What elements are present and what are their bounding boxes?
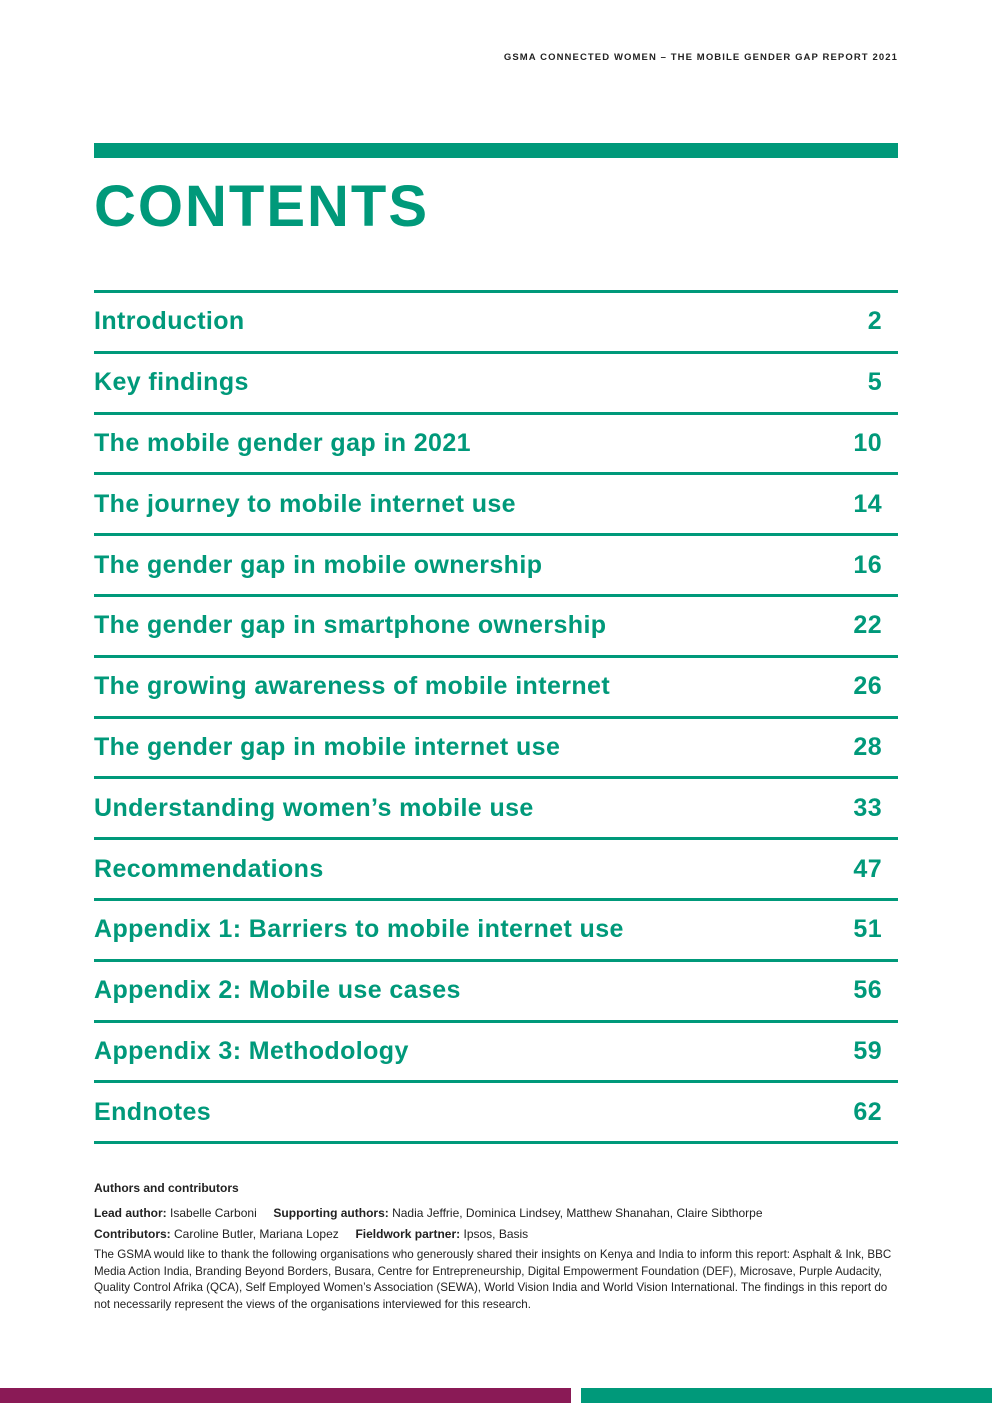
toc-item-label: The mobile gender gap in 2021: [94, 428, 471, 457]
toc-item-page: 62: [853, 1097, 882, 1126]
toc-item-page: 51: [853, 915, 882, 944]
supporting-authors-key: Supporting authors:: [273, 1206, 389, 1220]
toc-item-awareness-mobile-internet[interactable]: [94, 658, 898, 719]
toc-item-label: The journey to mobile internet use: [94, 489, 516, 518]
toc-item-page: 47: [853, 854, 882, 883]
toc-item-label: The gender gap in mobile internet use: [94, 732, 561, 761]
toc-item-gap-mobile-internet-use[interactable]: [94, 719, 898, 780]
toc-item-label: Appendix 1: Barriers to mobile internet use: [94, 915, 624, 944]
toc-item-gap-mobile-ownership[interactable]: [94, 536, 898, 597]
toc-item-endnotes[interactable]: [94, 1083, 898, 1144]
toc-item-label: The gender gap in mobile ownership: [94, 550, 543, 579]
toc-item-page: 5: [867, 368, 882, 397]
toc-item-journey-to-mobile-internet[interactable]: [94, 475, 898, 536]
toc-item-appendix-2[interactable]: [94, 962, 898, 1023]
running-header: GSMA CONNECTED WOMEN – THE MOBILE GENDER GAP REPORT 2021: [503, 52, 898, 63]
footer-bar-right: [581, 1388, 992, 1403]
toc-item-mobile-gender-gap-2021[interactable]: [94, 415, 898, 476]
toc-item-appendix-3[interactable]: [94, 1023, 898, 1084]
toc-item-label: Understanding women’s mobile use: [94, 793, 534, 822]
toc-item-page: 16: [853, 550, 882, 579]
page-title: CONTENTS: [94, 174, 429, 239]
toc-item-label: Appendix 2: Mobile use cases: [94, 976, 461, 1005]
lead-author-key: Lead author:: [94, 1206, 167, 1220]
toc-item-page: 59: [853, 1036, 882, 1065]
credits-contributors-line: [94, 1226, 894, 1243]
toc-item-label: Recommendations: [94, 854, 324, 883]
title-rule: [94, 143, 898, 158]
supporting-authors-value: Nadia Jeffrie, Dominica Lindsey, Matthew Shanahan, Claire Sibthorpe: [392, 1206, 763, 1220]
toc-item-page: 10: [853, 428, 882, 457]
toc-item-label: The gender gap in smartphone ownership: [94, 611, 607, 640]
lead-author-value: Isabelle Carboni: [170, 1206, 257, 1220]
credits-section: [94, 1180, 894, 1313]
toc-item-page: 22: [853, 611, 882, 640]
acknowledgements-text: The GSMA would like to thank the following organisations who generously shared their insights on Kenya and India to inform this report: Asphalt & Ink, BBC Media Action India, Branding Beyond Borders, Busara, Centre for Entrepreneurship, Digital Empowerment Foundation (DEF), Microsave, Purple Audacity, Quality Control Afrika (QCA), Self Employed Women’s Association (SEWA), World Vision India and World Vision International. The findings in this report do not necessarily represent the views of the organisations interviewed for this research.: [94, 1248, 892, 1311]
fieldwork-partner-key: Fieldwork partner:: [355, 1227, 461, 1241]
credits-authors-line: [94, 1205, 894, 1222]
table-of-contents: [94, 290, 898, 1144]
toc-item-label: The growing awareness of mobile internet: [94, 672, 611, 701]
toc-item-label: Appendix 3: Methodology: [94, 1036, 409, 1065]
fieldwork-partner-value: Ipsos, Basis: [463, 1227, 529, 1241]
toc-item-page: 2: [867, 307, 882, 336]
toc-item-gap-smartphone-ownership[interactable]: [94, 597, 898, 658]
contributors-key: Contributors:: [94, 1227, 171, 1241]
toc-item-page: 56: [853, 976, 882, 1005]
toc-item-label: Introduction: [94, 307, 245, 336]
toc-item-label: Key findings: [94, 368, 249, 397]
toc-item-page: 28: [853, 732, 882, 761]
toc-item-introduction[interactable]: [94, 293, 898, 354]
footer-bar-left: [0, 1388, 571, 1403]
toc-item-appendix-1[interactable]: [94, 901, 898, 962]
toc-item-key-findings[interactable]: [94, 354, 898, 415]
toc-item-page: 26: [853, 672, 882, 701]
credits-heading: Authors and contributors: [94, 1181, 239, 1195]
contributors-value: Caroline Butler, Mariana Lopez: [174, 1227, 339, 1241]
toc-item-label: Endnotes: [94, 1097, 212, 1126]
toc-item-understanding-womens-use[interactable]: [94, 779, 898, 840]
toc-item-page: 14: [853, 489, 882, 518]
toc-item-page: 33: [853, 793, 882, 822]
toc-item-recommendations[interactable]: [94, 840, 898, 901]
